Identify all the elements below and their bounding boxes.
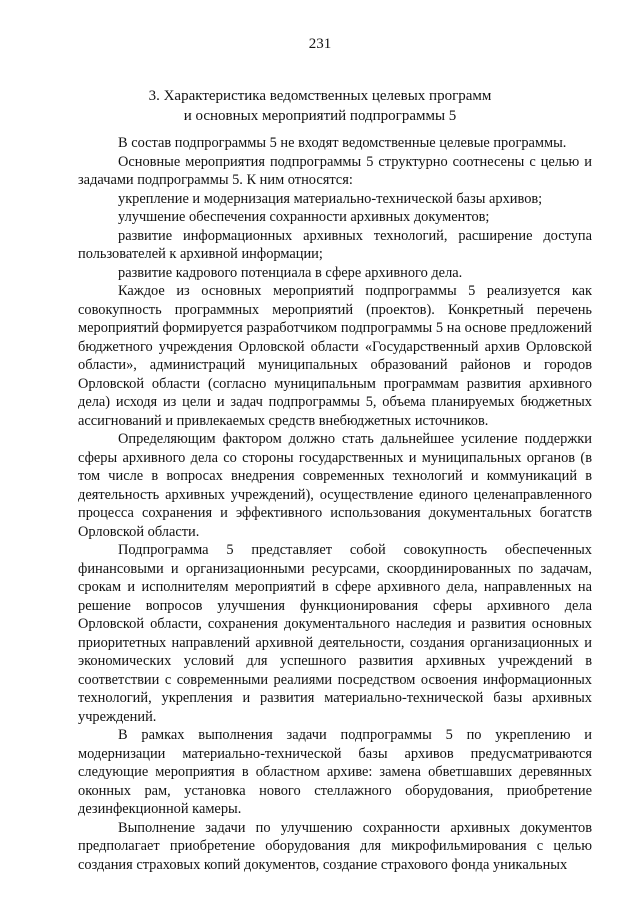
paragraph: Основные мероприятия подпрограммы 5 структурно соотнесены с целью и задачами подпрограммы 5. К ним относятся: xyxy=(78,153,592,188)
paragraph: развитие информационных архивных технологий, расширение доступа пользователей к архивной информации; xyxy=(78,227,592,262)
paragraph: Каждое из основных мероприятий подпрограммы 5 реализуется как совокупность программных мероприятий (проектов). Конкретный перечень мероприятий формируется разработчиком подпрограммы 5 на основе предложений бюджетного учреждения Орловской области «Государственный архив Орловской области», администраций муниципальных образований районов и городов Орловской области (согласно муниципальным программам развития архивного дела) исходя из цели и задач подпрограммы 5, объема планируемых бюджетных ассигнований и привлекаемых средств внебюджетных источников. xyxy=(78,283,592,429)
paragraph: улучшение обеспечения сохранности архивных документов; xyxy=(118,209,490,225)
body-text xyxy=(78,134,592,874)
section-heading-line-1: 3. Характеристика ведомственных целевых программ xyxy=(148,88,492,104)
paragraph: укрепление и модернизация материально-технической базы архивов; xyxy=(118,190,543,207)
paragraph: Выполнение задачи по улучшению сохранности архивных документов предполагает приобретение оборудования для микрофильмирования с целью создания страховых копий документов, создание страхового фонда уникальных xyxy=(78,819,592,873)
section-heading-line-2: и основных мероприятий подпрограммы 5 xyxy=(183,108,457,124)
paragraph: развитие кадрового потенциала в сфере архивного дела. xyxy=(118,264,463,281)
paragraph: Определяющим фактором должно стать дальнейшее усиление поддержки сферы архивного дела со стороны государственных и муниципальных органов (в том числе в вопросах внедрения современных технологий и коммуникаций в деятельность архивных учреждений), осуществление единого целенаправленного процесса сохранения и эффективного использования документальных богатств Орловской области. xyxy=(78,431,592,540)
paragraph: Подпрограмма 5 представляет собой совокупность обеспеченных финансовыми и организационными ресурсами, скоординированных по задачам, срокам и исполнителям мероприятий в сфере архивного дела, направленных на решение вопросов улучшения функционирования сферы архивного дела Орловской области, сохранения документального наследия и развития основных приоритетных направлений архивной деятельности, создания организационных и экономических условий для успешного развития архивных учреждений в соответствии с современными реалиями посредством освоения информационных технологий, укрепления и развития материально-технической базы архивных учреждений. xyxy=(78,542,592,725)
page-number: 231 xyxy=(308,36,332,52)
paragraph: В рамках выполнения задачи подпрограммы 5 по укреплению и модернизации материально-технической базы архивов предусматриваются следующие мероприятия в областном архиве: замена обветшавших деревянных оконных рам, установка нового стеллажного оборудования, приобретение дезинфекционной камеры. xyxy=(78,727,592,817)
paragraph: В состав подпрограммы 5 не входят ведомственные целевые программы. xyxy=(118,135,567,151)
section-heading xyxy=(60,86,580,126)
